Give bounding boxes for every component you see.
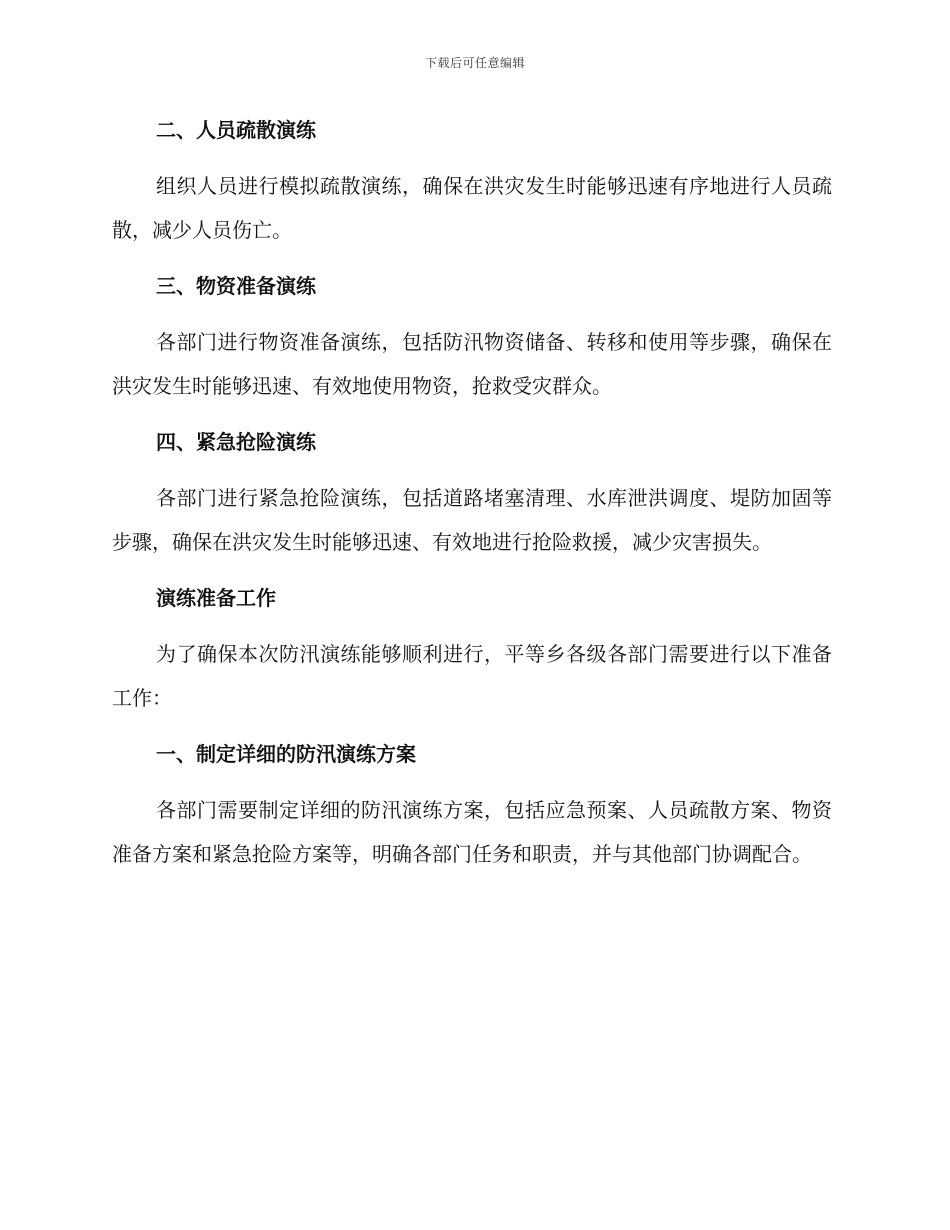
section-paragraph: 各部门需要制定详细的防汛演练方案，包括应急预案、人员疏散方案、物资准备方案和紧急抢险方案等，明确各部门任务和职责，并与其他部门协调配合。 [112,798,832,866]
section-drill-preparation [112,578,832,734]
section-paragraph: 各部门进行紧急抢险演练，包括道路堵塞清理、水库泄洪调度、堤防加固等步骤，确保在洪灾发生时能够迅速、有效地进行抢险救援，减少灾害损失。 [112,486,832,554]
page-header: 下载后可任意编辑 [424,56,525,70]
section-evacuation-drill [112,110,832,266]
section-heading: 演练准备工作 [156,586,276,610]
section-paragraph: 组织人员进行模拟疏散演练，确保在洪灾发生时能够迅速有序地进行人员疏散，减少人员伤亡。 [112,174,832,242]
document-body [112,110,832,876]
section-paragraph: 各部门进行物资准备演练，包括防汛物资储备、转移和使用等步骤，确保在洪灾发生时能够迅速、有效地使用物资，抢救受灾群众。 [112,330,832,398]
section-heading: 四、紧急抢险演练 [156,430,316,454]
section-drill-plan [112,734,832,876]
section-supplies-drill [112,266,832,422]
section-heading: 二、人员疏散演练 [156,118,316,142]
section-heading: 三、物资准备演练 [156,274,316,298]
section-emergency-rescue-drill [112,422,832,578]
section-paragraph: 为了确保本次防汛演练能够顺利进行，平等乡各级各部门需要进行以下准备工作： [112,642,832,710]
section-heading: 一、制定详细的防汛演练方案 [156,742,416,766]
